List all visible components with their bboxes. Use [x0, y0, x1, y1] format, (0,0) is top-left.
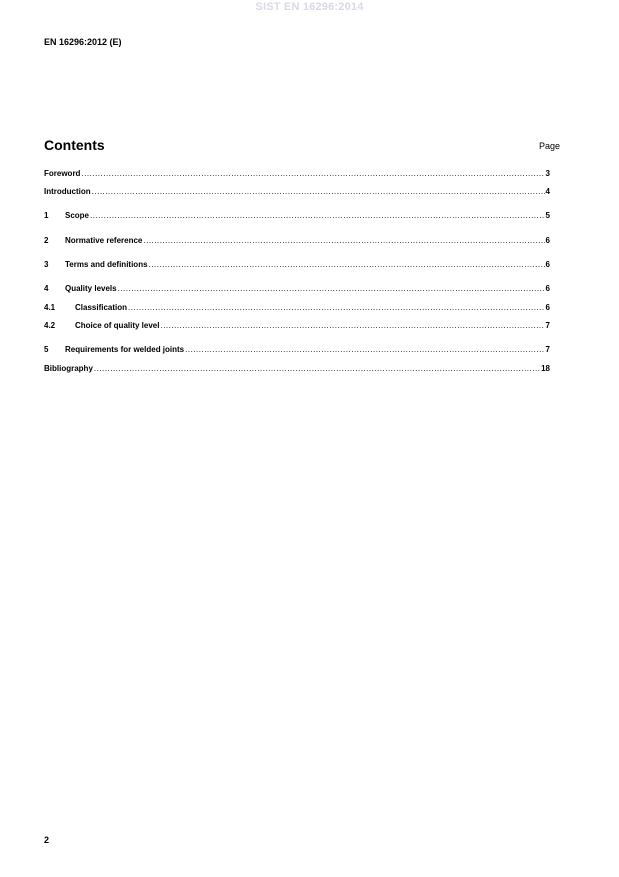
toc-entry-title: Introduction [44, 187, 91, 196]
toc-dot-leader [160, 320, 544, 332]
toc-dot-leader [90, 210, 545, 222]
toc-entry-introduction[interactable] [44, 186, 550, 198]
toc-dot-leader [185, 344, 544, 356]
toc-entry-classification[interactable] [44, 302, 550, 314]
toc-entry-title: Scope [65, 211, 90, 220]
toc-entry-normative-reference[interactable] [44, 235, 550, 247]
toc-entry-title: Classification [75, 303, 128, 312]
toc-entry-page: 7 [545, 321, 550, 330]
toc-entry-scope[interactable] [44, 210, 550, 222]
toc-dot-leader [143, 235, 544, 247]
toc-entry-page: 6 [545, 260, 550, 269]
watermark: SIST EN 16296:2014 [255, 1, 364, 13]
toc-dot-leader [92, 186, 545, 198]
toc-entry-quality-levels[interactable] [44, 283, 550, 295]
toc-entry-page: 5 [545, 211, 550, 220]
toc-entry-requirements-for-welded-joints[interactable] [44, 344, 550, 356]
toc-entry-number: 1 [44, 211, 49, 220]
toc-entry-page: 7 [545, 345, 550, 354]
toc-dot-leader [118, 283, 545, 295]
toc-entry-number: 5 [44, 345, 49, 354]
toc-dot-leader [94, 363, 540, 375]
toc-entry-title: Bibliography [44, 364, 93, 373]
toc-entry-number: 3 [44, 260, 49, 269]
toc-entry-terms-and-definitions[interactable] [44, 259, 550, 271]
toc-entry-number: 2 [44, 236, 49, 245]
toc-entry-title: Quality levels [65, 284, 117, 293]
toc-dot-leader [128, 302, 545, 314]
page-column-label: Page [538, 141, 560, 151]
page-number: 2 [44, 835, 50, 845]
contents-heading: Contents [44, 137, 105, 153]
toc-entry-number: 4 [44, 284, 49, 293]
toc-entry-title: Terms and definitions [65, 260, 148, 269]
toc-dot-leader [149, 259, 545, 271]
toc-dot-leader [81, 168, 544, 180]
toc-entry-page: 6 [545, 303, 550, 312]
toc-entry-choice-of-quality-level[interactable] [44, 320, 550, 332]
toc-entry-page: 6 [545, 236, 550, 245]
toc-entry-bibliography[interactable] [44, 363, 550, 375]
toc-entry-foreword[interactable] [44, 168, 550, 180]
toc-entry-title: Choice of quality level [75, 321, 160, 330]
toc-entry-title: Foreword [44, 169, 81, 178]
toc-entry-number: 4.2 [44, 321, 56, 330]
toc-entry-page: 4 [545, 187, 550, 196]
toc-entry-page: 18 [541, 364, 550, 373]
toc-entry-title: Requirements for welded joints [65, 345, 185, 354]
toc-entry-number: 4.1 [44, 303, 56, 312]
document-id-header: EN 16296:2012 (E) [44, 37, 122, 47]
toc-entry-title: Normative reference [65, 236, 143, 245]
toc-entry-page: 3 [545, 169, 550, 178]
toc-entry-page: 6 [545, 284, 550, 293]
